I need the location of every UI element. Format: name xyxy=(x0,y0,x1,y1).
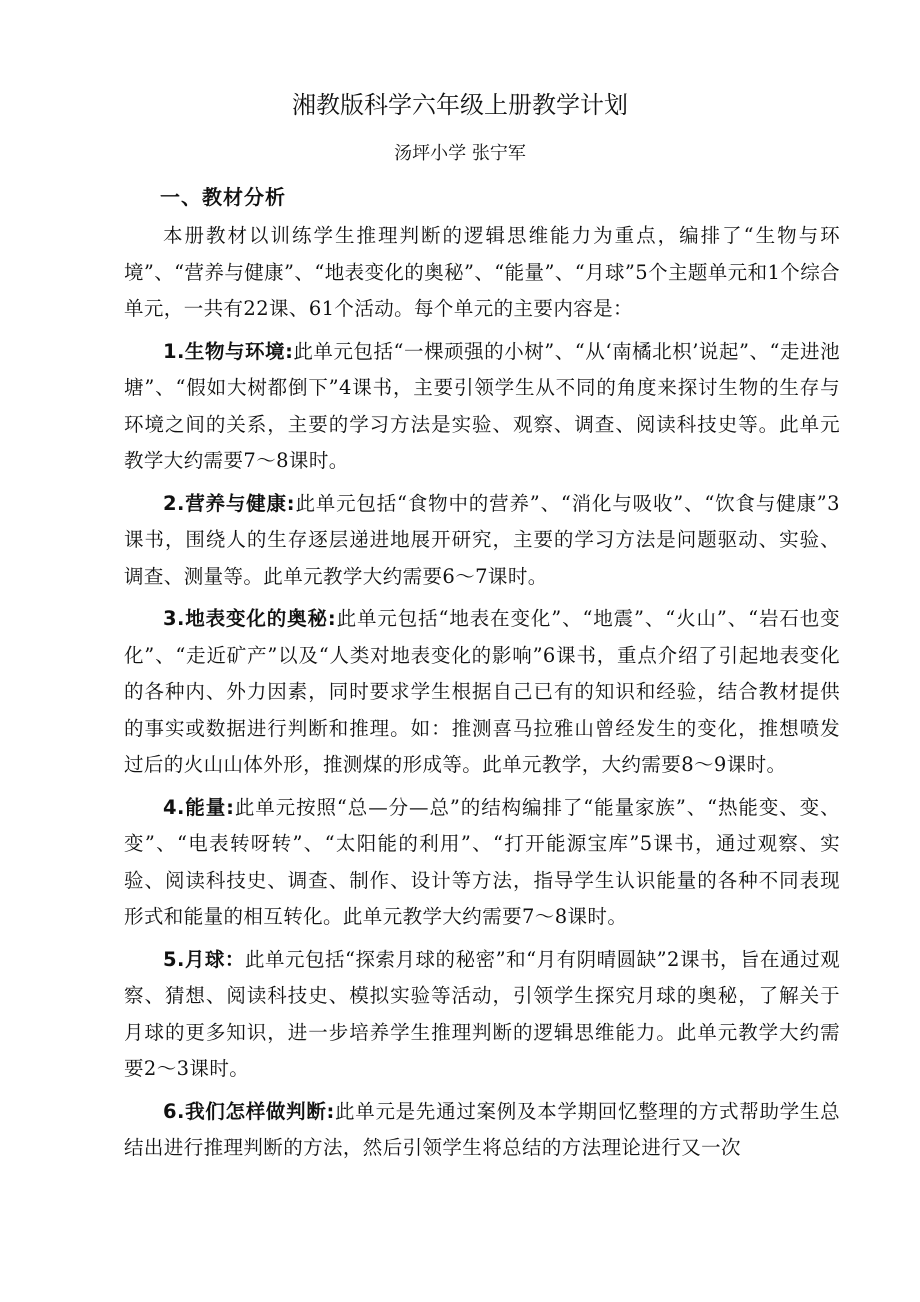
unit-text: 此单元包括“一棵顽强的小树”、“从‘南橘北枳’说起”、“走进池塘”、“假如大树都倒下”4课书，主要引领学生从不同的角度来探讨生物的生存与环境之间的关系，主要的学习方法是实验、观察、调查、阅读科技史等。此单元教学大约需要7～8课时。 xyxy=(124,339,840,472)
unit-text: 此单元按照“总—分—总”的结构编排了“能量家族”、“热能变、变、变”、“电表转呀转”、“太阳能的利用”、“打开能源宝库”5课书，通过观察、实验、阅读科技史、调查、制作、设计等方法，指导学生认识能量的各种不同表现形式和能量的相互转化。此单元教学大约需要7～8课时。 xyxy=(124,795,840,928)
unit-paragraph-6 xyxy=(124,1094,840,1167)
document-title: 湘教版科学六年级上册教学计划 xyxy=(292,91,628,119)
unit-title: 5.月球： xyxy=(163,947,245,971)
document-body xyxy=(124,218,840,1173)
unit-text: 此单元包括“探索月球的秘密”和“月有阴晴圆缺”2课书，旨在通过观察、猜想、阅读科技史、模拟实验等活动，引领学生探究月球的奥秘，了解关于月球的更多知识，进一步培养学生推理判断的逻辑思维能力。此单元教学大约需要2～3课时。 xyxy=(124,947,840,1080)
unit-text: 此单元包括“食物中的营养”、“消化与吸收”、“饮食与健康”3课书，围绕人的生存逐层递进地展开研究，主要的学习方法是问题驱动、实验、调查、测量等。此单元教学大约需要6～7课时。 xyxy=(124,491,840,588)
section-heading: 一、教材分析 xyxy=(160,185,286,209)
unit-title: 3.地表变化的奥秘: xyxy=(163,607,337,630)
unit-paragraph-2 xyxy=(124,486,840,596)
unit-title: 1.生物与环境: xyxy=(163,339,294,363)
unit-paragraph-1 xyxy=(124,334,840,480)
unit-text: 此单元包括“地表在变化”、“地震”、“火山”、“岩石也变化”、“走近矿产”以及“人类对地表变化的影响”6课书，重点介绍了引起地表变化的各种内、外力因素，同时要求学生根据自己已有的知识和经验，结合教材提供的事实或数据进行判断和推理。如：推测喜马拉雅山曾经发生的变化，推想喷发过后的火山山体外形，推测煤的形成等。此单元教学，大约需要8～9课时。 xyxy=(124,607,840,776)
unit-title: 2.营养与健康: xyxy=(163,491,296,515)
intro-paragraph: 本册教材以训练学生推理判断的逻辑思维能力为重点，编排了“生物与环境”、“营养与健康”、“地表变化的奥秘”、“能量”、“月球”5个主题单元和1个综合单元，一共有22课、61个活动。每个单元的主要内容是： xyxy=(124,224,840,320)
document-author: 汤坪小学 张宁军 xyxy=(394,143,526,164)
unit-title: 4.能量: xyxy=(163,795,235,819)
unit-text: 此单元是先通过案例及本学期回忆整理的方式帮助学生总结出进行推理判断的方法，然后引领学生将总结的方法理论进行又一次 xyxy=(124,1099,840,1159)
unit-title: 6.我们怎样做判断: xyxy=(163,1099,335,1123)
unit-paragraph-4 xyxy=(124,790,840,936)
unit-paragraph-3 xyxy=(124,601,840,784)
unit-paragraph-5 xyxy=(124,942,840,1088)
